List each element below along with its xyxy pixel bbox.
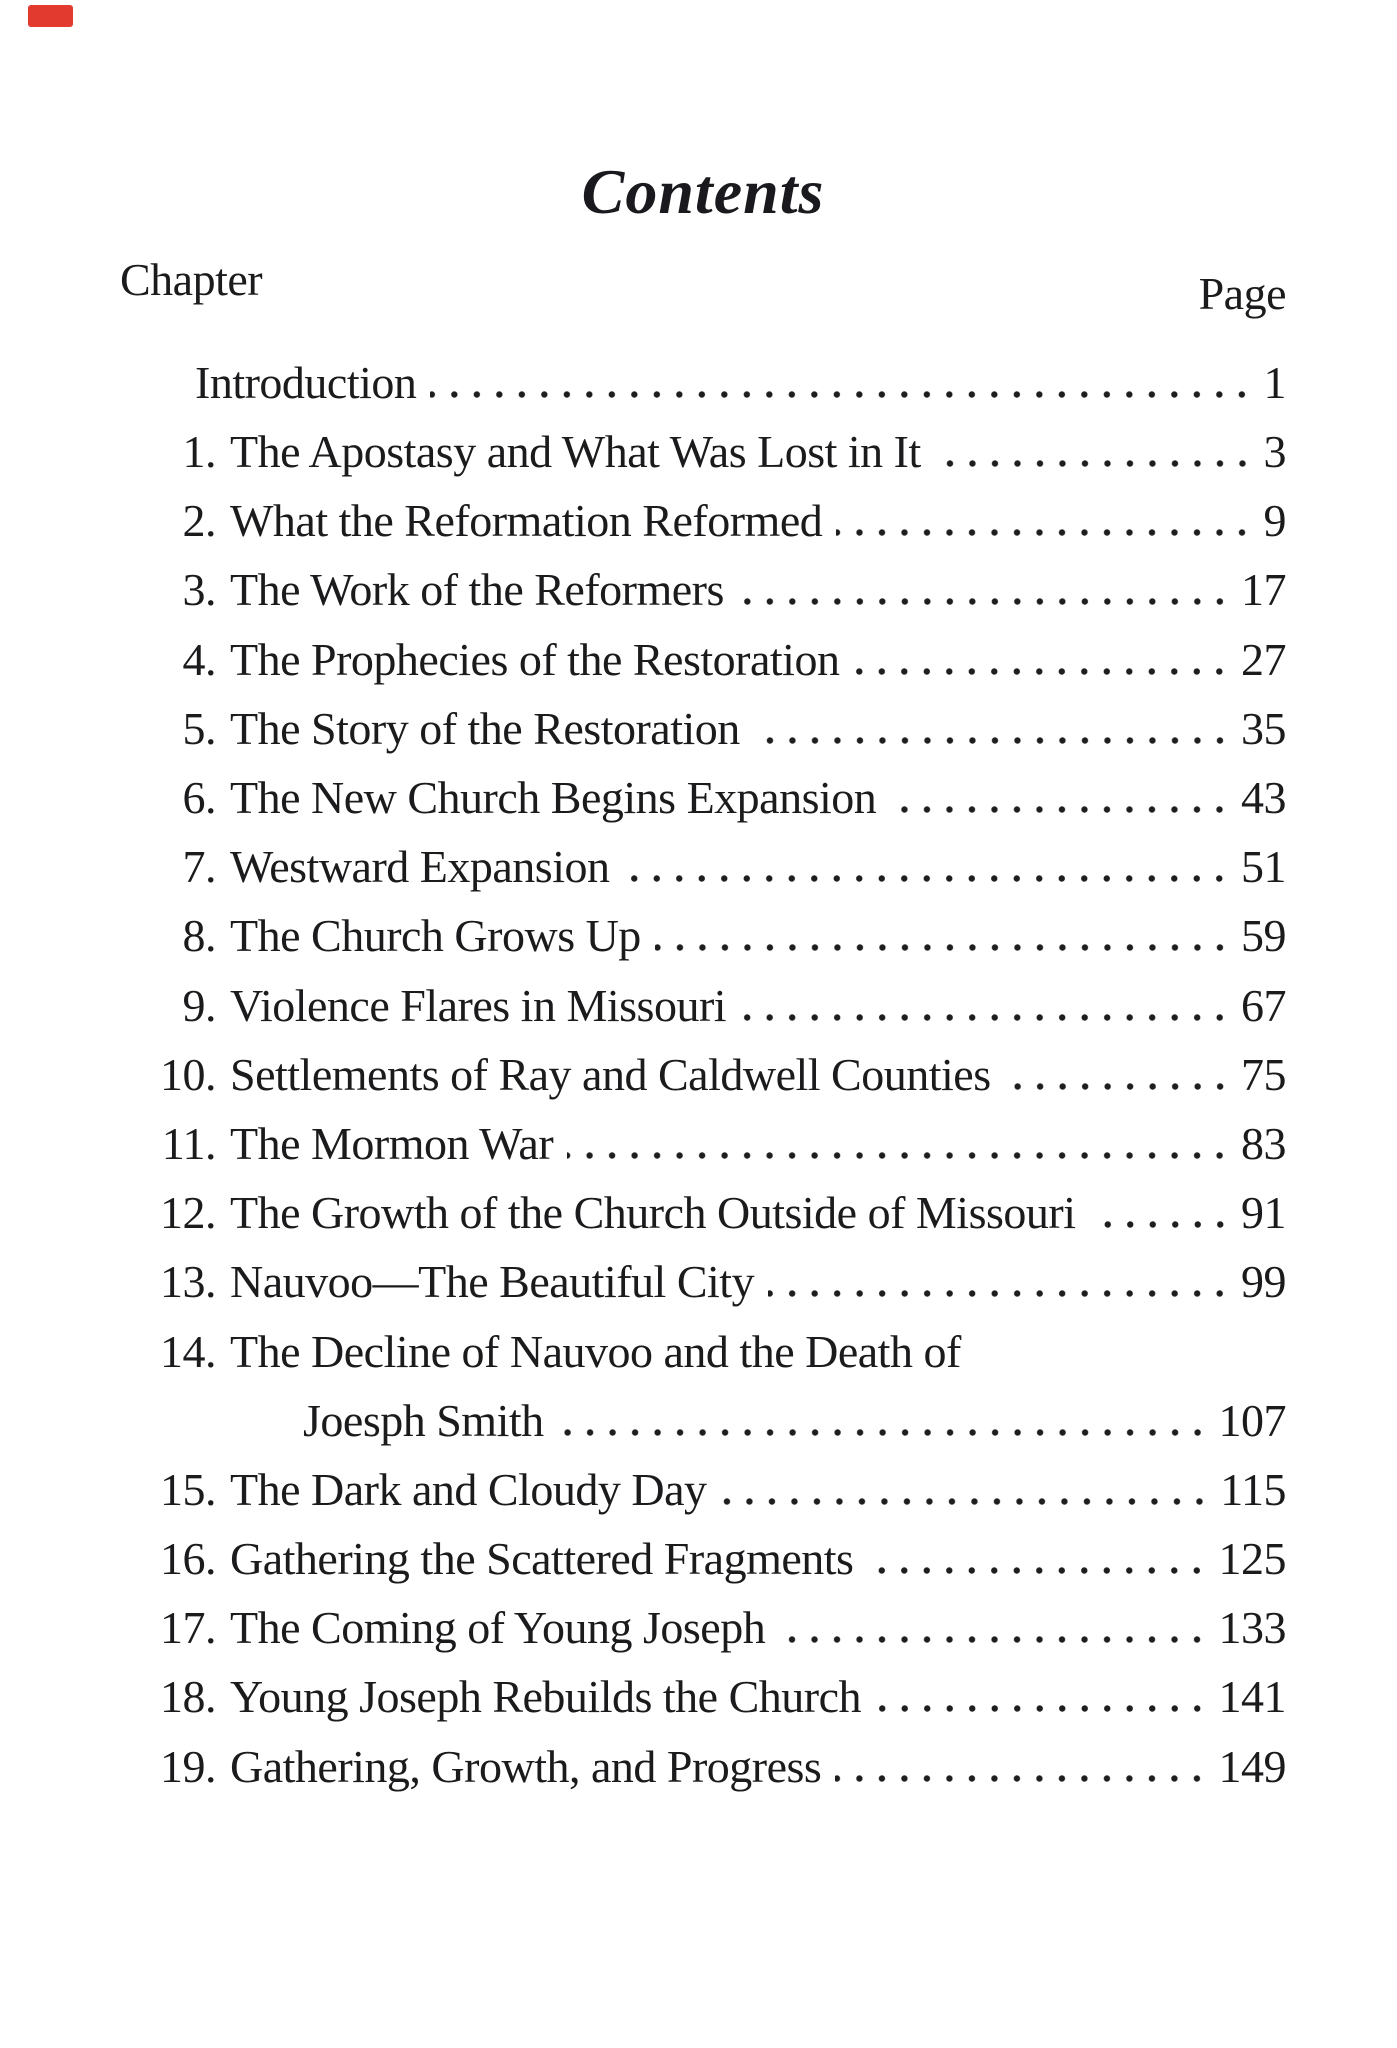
chapter-title: The Apostasy and What Was Lost in It <box>230 426 921 478</box>
dot-leader <box>754 737 1231 744</box>
chapter-title: Gathering the Scattered Fragments <box>230 1533 854 1585</box>
page-number: 43 <box>1241 772 1286 824</box>
page-number: 51 <box>1241 841 1286 893</box>
page-number: 107 <box>1218 1394 1286 1446</box>
chapter-title: Nauvoo—The Beautiful City <box>230 1256 755 1308</box>
toc-entry <box>120 486 1286 555</box>
page-number: 17 <box>1241 564 1286 616</box>
toc-entry <box>120 1524 1286 1593</box>
toc-entry <box>120 348 1286 417</box>
chapter-number: 17. <box>160 1602 216 1654</box>
chapter-title: The Prophecies of the Restoration <box>230 633 840 685</box>
toc-entry <box>120 1109 1286 1178</box>
chapter-number: 15. <box>160 1463 216 1515</box>
chapter-title: The Work of the Reformers <box>230 564 724 616</box>
chapter-title: Gathering, Growth, and Progress <box>230 1740 822 1792</box>
chapter-number: 6. <box>182 772 216 824</box>
dot-leader <box>779 1636 1208 1643</box>
page-number: 133 <box>1218 1602 1286 1654</box>
page-number: 67 <box>1241 979 1286 1031</box>
dot-leader <box>738 598 1231 605</box>
page-title: Contents <box>581 156 825 227</box>
chapter-number: 19. <box>160 1740 216 1792</box>
red-scan-marker <box>28 5 73 27</box>
dot-leader <box>875 1705 1208 1712</box>
chapter-number: 7. <box>182 841 216 893</box>
page-number: 1 <box>1263 356 1286 408</box>
dot-leader <box>740 1014 1231 1021</box>
toc-entry <box>120 763 1286 832</box>
dot-leader <box>567 1152 1231 1159</box>
chapter-number: 1. <box>182 426 216 478</box>
chapter-number: 14. <box>160 1325 216 1377</box>
toc-entry <box>120 971 1286 1040</box>
dot-leader <box>935 460 1254 467</box>
dot-leader <box>768 1290 1231 1297</box>
chapter-number: 4. <box>182 633 216 685</box>
chapter-title: Violence Flares in Missouri <box>230 979 727 1031</box>
page-number: 141 <box>1218 1671 1286 1723</box>
dot-leader <box>835 1775 1208 1782</box>
dot-leader <box>836 529 1253 536</box>
dot-leader <box>623 875 1231 882</box>
toc-entry <box>120 1593 1286 1662</box>
chapter-title: Westward Expansion <box>230 841 610 893</box>
chapter-number: 11. <box>161 1117 216 1169</box>
page-number: 3 <box>1263 426 1286 478</box>
chapter-number: 9. <box>182 979 216 1031</box>
page-number: 59 <box>1241 910 1286 962</box>
dot-leader <box>721 1498 1211 1505</box>
chapter-number: 3. <box>182 564 216 616</box>
page-number: 83 <box>1241 1117 1286 1169</box>
toc-entry <box>120 1662 1286 1731</box>
toc-entry <box>120 1386 1286 1455</box>
chapter-number: 8. <box>182 910 216 962</box>
chapter-title: Introduction <box>195 356 417 408</box>
dot-leader <box>655 944 1231 951</box>
toc-entry <box>120 832 1286 901</box>
chapter-number: 18. <box>160 1671 216 1723</box>
toc-entry <box>120 901 1286 970</box>
chapter-title: What the Reformation Reformed <box>230 495 823 547</box>
column-header-chapter: Chapter <box>120 254 263 305</box>
toc-entry <box>120 1317 1286 1386</box>
toc-entry <box>120 1178 1286 1247</box>
toc-list <box>120 348 1286 1801</box>
page-number: 75 <box>1241 1048 1286 1100</box>
column-header-page: Page <box>1198 268 1286 319</box>
dot-leader <box>867 1567 1208 1574</box>
chapter-title: The New Church Begins Expansion <box>230 772 877 824</box>
page-number: 149 <box>1218 1740 1286 1792</box>
chapter-title: Young Joseph Rebuilds the Church <box>230 1671 862 1723</box>
toc-entry <box>120 1040 1286 1109</box>
toc-entry <box>120 1732 1286 1801</box>
page-number: 35 <box>1241 702 1286 754</box>
dot-leader <box>890 806 1231 813</box>
chapter-title: The Mormon War <box>230 1117 554 1169</box>
toc-entry <box>120 625 1286 694</box>
chapter-number: 12. <box>160 1187 216 1239</box>
toc-entry <box>120 1455 1286 1524</box>
page-number: 27 <box>1241 633 1286 685</box>
dot-leader <box>1090 1221 1232 1228</box>
chapter-title: Joesph Smith <box>303 1394 544 1446</box>
dot-leader <box>1005 1083 1231 1090</box>
chapter-title: The Decline of Nauvoo and the Death of <box>230 1325 961 1377</box>
chapter-title: The Dark and Cloudy Day <box>230 1463 707 1515</box>
chapter-title: The Church Grows Up <box>230 910 641 962</box>
chapter-number: 10. <box>160 1048 216 1100</box>
page-number: 125 <box>1218 1533 1286 1585</box>
toc-entry <box>120 417 1286 486</box>
page-number: 115 <box>1220 1463 1286 1515</box>
chapter-title: The Story of the Restoration <box>230 702 740 754</box>
dot-leader <box>558 1429 1209 1436</box>
chapter-number: 2. <box>182 495 216 547</box>
toc-entry <box>120 694 1286 763</box>
toc-content <box>120 0 1286 1801</box>
chapter-number: 5. <box>182 702 216 754</box>
chapter-title: Settlements of Ray and Caldwell Counties <box>230 1048 991 1100</box>
chapter-title: The Growth of the Church Outside of Missouri <box>230 1187 1076 1239</box>
page-number: 99 <box>1241 1256 1286 1308</box>
chapter-title: The Coming of Young Joseph <box>230 1602 766 1654</box>
toc-entry <box>120 555 1286 624</box>
page-number: 91 <box>1241 1187 1286 1239</box>
chapter-number: 16. <box>160 1533 216 1585</box>
column-headers <box>120 254 1286 319</box>
dot-leader <box>853 668 1231 675</box>
chapter-number: 13. <box>160 1256 216 1308</box>
dot-leader <box>430 391 1253 398</box>
toc-entry <box>120 1247 1286 1316</box>
page-number: 9 <box>1263 495 1286 547</box>
